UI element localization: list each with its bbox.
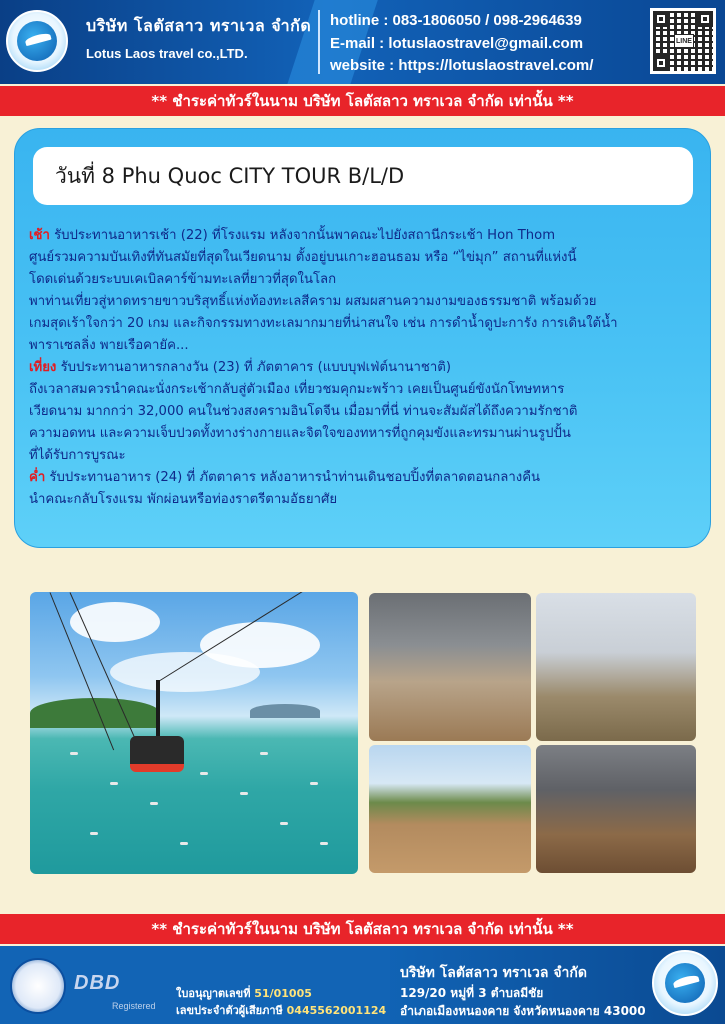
boat [70, 752, 78, 755]
itinerary-text-span: โดดเด่นด้วยระบบเคเบิลคาร์ข้ามทะเลที่ยาวที่สุดในโลก [29, 272, 337, 287]
header-divider [318, 10, 320, 74]
dbd-logo: DBD [74, 972, 121, 994]
boat [200, 772, 208, 775]
itinerary-text-span: ที่ได้รับการบูรณะ [29, 448, 126, 463]
itinerary-text-span: รับประทานอาหาร (24) ที่ ภัตตาคาร หลังอาหารนำท่านเดินชอบปิ้งที่ตลาดตอนกลางคืน [45, 470, 541, 485]
prison-camp-photo-1 [369, 593, 531, 741]
itinerary-text [29, 225, 699, 511]
gondola-arm [156, 680, 160, 738]
footer-address-1: 129/20 หมู่ที่ 3 ตำบลมีชัย [400, 986, 544, 1000]
cloud [110, 652, 260, 692]
itinerary-text-span: ถึงเวลาสมควรนำคณะนั่งกระเช้ากลับสู่ตัวเมือง เที่ยวชมคุกมะพร้าว เคยเป็นศูนย์ขังนักโทษทหาร [29, 382, 565, 397]
registered-label: Registered [112, 1001, 156, 1011]
itinerary-line [29, 335, 699, 357]
day-title-box [33, 147, 693, 205]
boat [260, 752, 268, 755]
itinerary-text-span: รับประทานอาหารเช้า (22) ที่โรงแรม หลังจากนั้นพาคณะไปยังสถานีกระเช้า Hon Thom [49, 228, 556, 243]
boat [320, 842, 328, 845]
itinerary-text-span: รับประทานอาหารกลางวัน (23) ที่ ภัตตาคาร (แบบบุฟเฟ่ต์นานาชาติ) [56, 360, 451, 375]
tax-number: 0445562001124 [286, 1004, 387, 1017]
itinerary-line [29, 467, 699, 489]
boat [90, 832, 98, 835]
footer-company-logo [652, 950, 718, 1016]
company-name-en: Lotus Laos travel co.,LTD. [86, 46, 248, 61]
license-label: ใบอนุญาตเลขที่ [176, 987, 251, 1000]
itinerary-line [29, 401, 699, 423]
website-link[interactable]: website : https://lotuslaostravel.com/ [330, 57, 594, 74]
footer-company-name: บริษัท โลตัสลาว ทราเวล จำกัด [400, 965, 587, 981]
qr-line-label: LINE [674, 34, 694, 48]
payment-notice-top: ** ชำระค่าทัวร์ในนาม บริษัท โลตัสลาว ทราเวล จำกัด เท่านั้น ** [0, 86, 725, 116]
itinerary-text-span: พาราเซลลิ่ง พายเรือคายัค... [29, 338, 189, 353]
qr-corner-bl [653, 55, 669, 71]
cable-car-photo [30, 592, 358, 874]
itinerary-line [29, 379, 699, 401]
day-title: วันที่ 8 Phu Quoc CITY TOUR B/L/D [55, 163, 405, 188]
prison-yard-photo [369, 745, 531, 873]
meal-label: เช้า [29, 228, 50, 243]
itinerary-text-span: ความอดทน และความเจ็บปวดทั้งทางร่างกายและจิตใจของทหารที่ถูกคุมขังและทรมานผ่านรูปปั้น [29, 426, 571, 441]
itinerary-line [29, 247, 699, 269]
qr-corner-tl [653, 11, 669, 27]
cable-car-gondola [130, 736, 184, 772]
prison-fence-photo [536, 593, 696, 741]
tat-license-logo [10, 958, 66, 1014]
itinerary-text-span: เกมสุดเร้าใจกว่า 20 เกม และกิจกรรมทางทะเลมากมายที่น่าสนใจ เช่น การดำน้ำดูปะการัง การเดินใต้น้ำ [29, 316, 618, 331]
itinerary-card [14, 128, 711, 548]
itinerary-text-span: ศูนย์รวมความบันเทิงที่ทันสมัยที่สุดในเวียดนาม ตั้งอยู่บนเกาะฮอนธอม หรือ “ไข่มุก” สถานที่แห่งนี้ [29, 250, 577, 265]
boat [180, 842, 188, 845]
email-text[interactable]: E-mail : lotuslaostravel@gmail.com [330, 35, 584, 52]
qr-corner-tr [697, 11, 713, 27]
line-qr-code[interactable] [650, 8, 716, 74]
company-logo [6, 10, 68, 72]
meal-label: เที่ยง [29, 360, 57, 375]
meal-label: ค่ำ [29, 470, 46, 485]
itinerary-line [29, 313, 699, 335]
boat [280, 822, 288, 825]
hotline-text: hotline : 083-1806050 / 098-2964639 [330, 12, 582, 29]
boat [150, 802, 158, 805]
distant-island [250, 704, 320, 718]
itinerary-line [29, 291, 699, 313]
lotus-emblem-icon [17, 21, 57, 61]
itinerary-line [29, 269, 699, 291]
license-number: 51/01005 [254, 987, 312, 1000]
tax-label: เลขประจำตัวผู้เสียภาษี [176, 1004, 283, 1017]
itinerary-line [29, 445, 699, 467]
itinerary-line [29, 225, 699, 247]
boat [310, 782, 318, 785]
itinerary-text-span: พาท่านเที่ยวสู่หาดทรายขาวบริสุทธิ์แห่งท้องทะเลสีคราม ผสมผสานความงามของธรรมชาติ พร้อมด้วย [29, 294, 597, 309]
boat [110, 782, 118, 785]
tax-line [176, 1001, 386, 1019]
lotus-emblem-icon [665, 963, 705, 1003]
itinerary-line [29, 489, 699, 511]
boat [240, 792, 248, 795]
company-name-th: บริษัท โลตัสลาว ทราเวล จำกัด [86, 16, 312, 35]
itinerary-line [29, 423, 699, 445]
itinerary-text-span: เวียดนาม มากกว่า 32,000 คนในช่วงสงครามอินโดจีน เมื่อมาที่นี่ ท่านจะสัมผัสได้ถึงความรักชาติ [29, 404, 578, 419]
license-line [176, 984, 312, 1002]
payment-notice-bottom: ** ชำระค่าทัวร์ในนาม บริษัท โลตัสลาว ทราเวล จำกัด เท่านั้น ** [0, 914, 725, 944]
itinerary-line [29, 357, 699, 379]
qr-pattern [653, 11, 713, 71]
prisoner-statues-photo [536, 745, 696, 873]
itinerary-text-span: นำคณะกลับโรงแรม พักผ่อนหรือท่องราตรีตามอัธยาศัย [29, 492, 338, 507]
footer-address-2: อำเภอเมืองหนองคาย จังหวัดหนองคาย 43000 [400, 1004, 646, 1018]
